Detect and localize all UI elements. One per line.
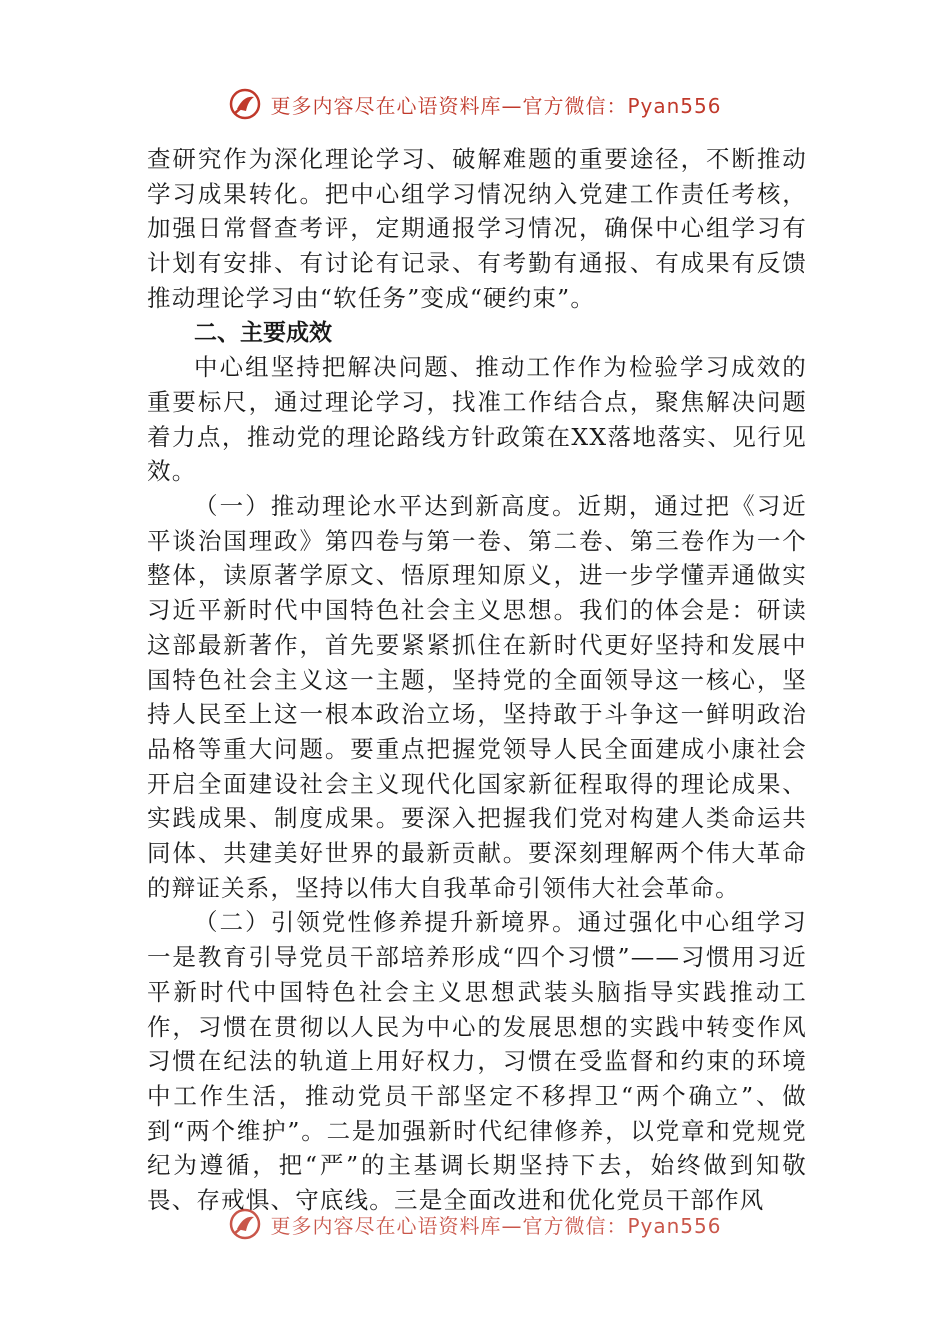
document-body: [147, 142, 807, 1218]
paragraph-party-spirit: （二）引领党性修养提升新境界。通过强化中心组学习一是教育引导党员干部培养形成“四个习惯”——习惯用习近平新时代中国特色社会主义思想武装头脑指导实践推动工作，习惯在贯彻以人民为中心的发展思想的实践中转变作风习惯在纪法的轨道上用好权力，习惯在受监督和约束的环境中工作生活，推动党员干部坚定不移捍卫“两个确立”、做到“两个维护”。二是加强新时代纪律修养，以党章和党规党纪为遵循，把“严”的主基调长期坚持下去，始终做到知敬畏、存戒惧、守底线。三是全面改进和优化党员干部作风: [147, 908, 807, 1215]
paragraph-theory: （一）推动理论水平达到新高度。近期，通过把《习近平谈治国理政》第四卷与第一卷、第二卷、第三卷作为一个整体，读原著学原文、悟原理知原义，进一步学懂弄通做实习近平新时代中国特色社会主义思想。我们的体会是：研读这部最新著作，首先要紧紧抓住在新时代更好坚持和发展中国特色社会主义这一主题，坚持党的全面领导这一核心，坚持人民至上这一根本政治立场，坚持敢于斗争这一鲜明政治品格等重大问题。要重点把握党领导人民全面建成小康社会开启全面建设社会主义现代化国家新征程取得的理论成果、实践成果、制度成果。要深入把握我们党对构建人类命运共同体、共建美好世界的最新贡献。要深刻理解两个伟大革命的辩证关系，坚持以伟大自我革命引领伟大社会革命。: [147, 492, 807, 902]
logo-icon: [228, 87, 262, 121]
watermark-text: 更多内容尽在心语资料库—官方微信：Pyan556: [270, 93, 722, 118]
watermark-text: 更多内容尽在心语资料库—官方微信：Pyan556: [270, 1213, 722, 1238]
section-heading: 二、主要成效: [194, 319, 332, 346]
watermark-footer: [0, 1206, 950, 1242]
logo-icon: [228, 1207, 262, 1241]
watermark-header: [0, 86, 950, 122]
paragraph-continued: 查研究作为深化理论学习、破解难题的重要途径，不断推动学习成果转化。把中心组学习情况纳入党建工作责任考核，加强日常督查考评，定期通报学习情况，确保中心组学习有计划有安排、有讨论有记录、有考勤有通报、有成果有反馈推动理论学习由“软任务”变成“硬约束”。: [147, 145, 807, 312]
paragraph-intro: 中心组坚持把解决问题、推动工作作为检验学习成效的重要标尺，通过理论学习，找准工作结合点，聚焦解决问题着力点，推动党的理论路线方针政策在XX落地落实、见行见效。: [147, 353, 807, 486]
